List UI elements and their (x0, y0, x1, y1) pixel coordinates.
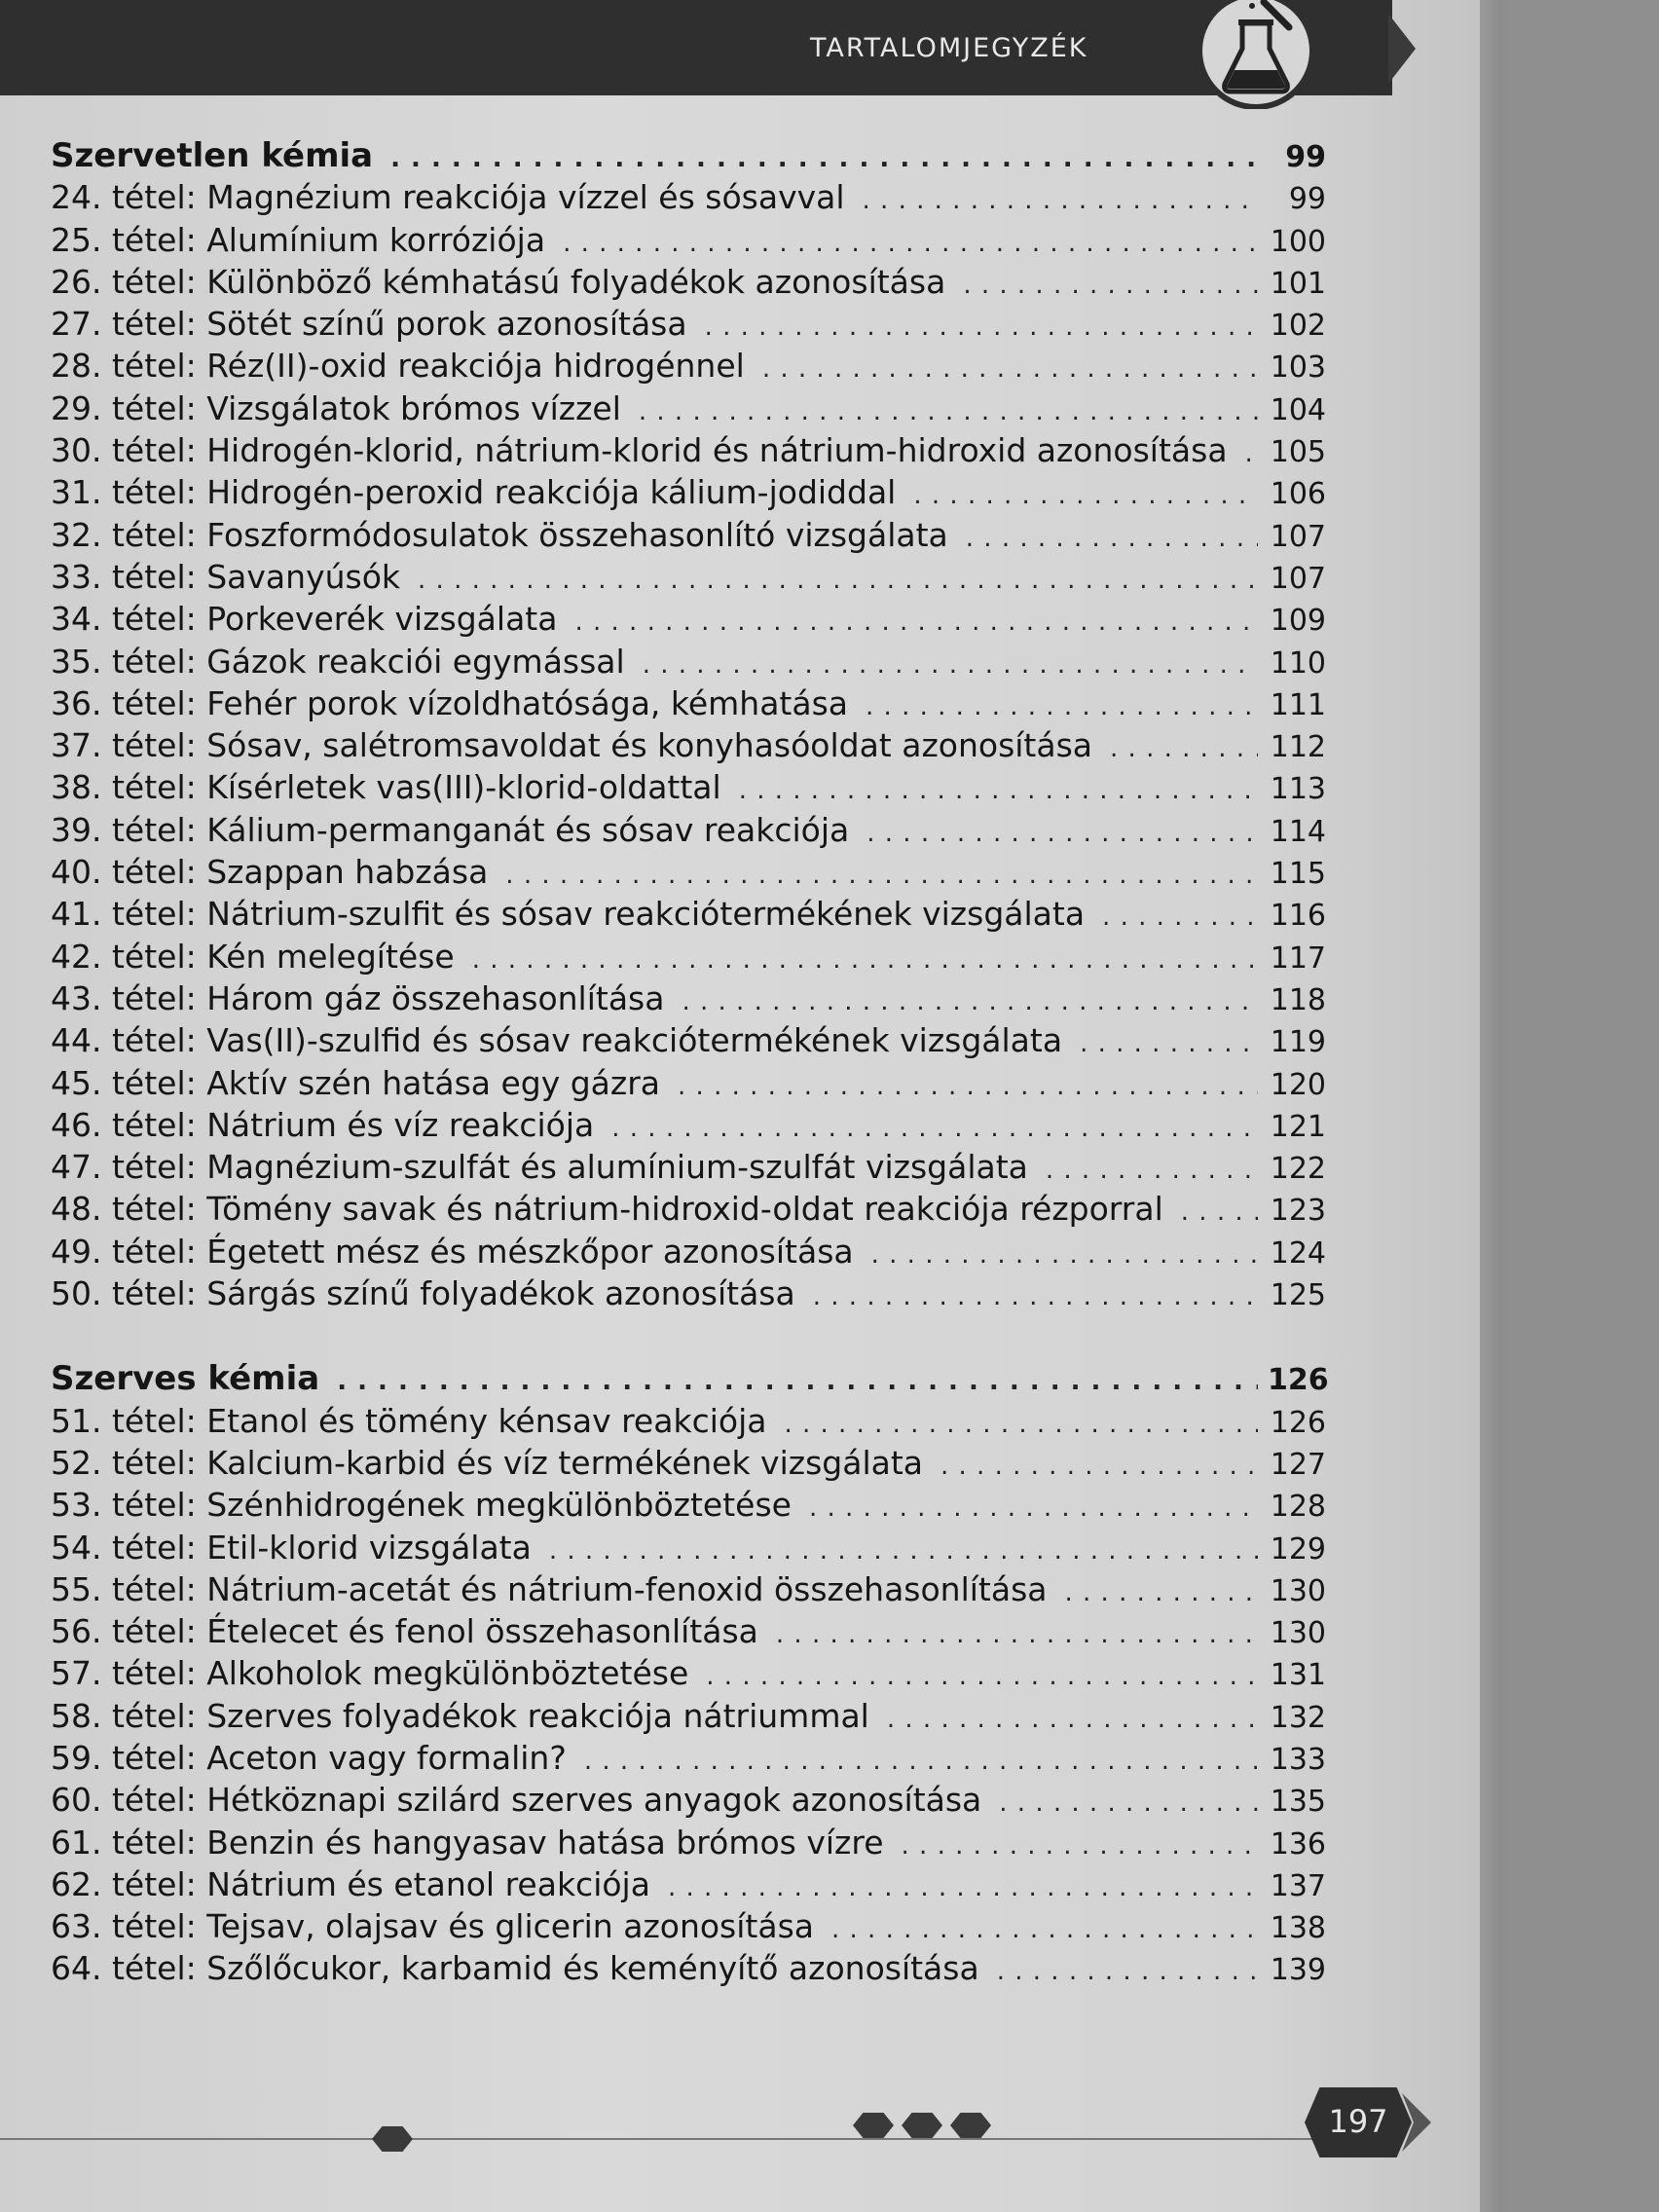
entry-page: 102 (1270, 309, 1326, 344)
entry-page: 121 (1270, 1109, 1326, 1144)
toc-entry[interactable] (51, 1654, 1326, 1696)
entry-title: 49. tétel: Égetett mész és mészkőpor azonosítása (51, 1232, 854, 1271)
entry-title: 45. tétel: Aktív szén hatása egy gázra (51, 1063, 661, 1102)
entry-page: 112 (1270, 730, 1326, 765)
entry-title: 54. tétel: Etil-klorid vizsgálata (51, 1528, 532, 1567)
entry-page: 120 (1270, 1067, 1326, 1102)
leader-dots (643, 650, 1258, 680)
entry-page: 110 (1270, 645, 1326, 681)
toc-entry[interactable] (51, 347, 1326, 388)
entry-page: 132 (1270, 1700, 1326, 1735)
entry-page: 103 (1270, 350, 1326, 386)
leader-dots (966, 524, 1258, 553)
entry-page: 117 (1270, 940, 1326, 976)
leader-dots (549, 1536, 1258, 1566)
section-title: Szerves kémia (51, 1359, 320, 1399)
leader-dots (813, 1282, 1258, 1311)
entry-title: 33. tétel: Savanyúsók (51, 557, 401, 596)
entry-page: 128 (1270, 1490, 1326, 1525)
footer-hexagon (902, 2113, 942, 2138)
toc-entry[interactable] (51, 1824, 1326, 1865)
leader-dots (762, 354, 1258, 384)
toc-entry[interactable] (51, 1612, 1326, 1654)
entry-page: 107 (1270, 561, 1326, 596)
entry-page: 119 (1270, 1025, 1326, 1060)
entry-title: 25. tétel: Alumínium korróziója (51, 220, 546, 259)
toc-section-heading[interactable] (51, 1359, 1329, 1401)
leader-dots (1065, 1578, 1259, 1607)
entry-title: 36. tétel: Fehér porok vízoldhatósága, kémhatása (51, 683, 849, 722)
entry-page: 124 (1270, 1235, 1326, 1271)
leader-dots (574, 608, 1258, 637)
leader-dots (940, 1452, 1258, 1481)
leader-dots (997, 1957, 1258, 1986)
toc-entry[interactable] (51, 516, 1326, 558)
entry-page: 138 (1270, 1911, 1326, 1946)
leader-dots (1181, 1198, 1258, 1227)
leader-dots (1046, 1156, 1258, 1185)
entry-title: 35. tétel: Gázok reakciói egymással (51, 642, 625, 681)
leader-dots (563, 229, 1258, 258)
entry-title: 38. tétel: Kísérletek vas(III)-klorid-oldattal (51, 768, 721, 807)
toc-entry[interactable] (51, 431, 1326, 473)
entry-page: 105 (1270, 435, 1326, 470)
entry-page: 123 (1270, 1194, 1326, 1229)
entry-page: 129 (1270, 1531, 1326, 1567)
leader-dots (963, 271, 1258, 300)
leader-dots (678, 1072, 1258, 1101)
entry-title: 37. tétel: Sósav, salétromsavoldat és konyhasóoldat azonosítása (51, 726, 1093, 765)
flask-icon (1194, 0, 1318, 109)
entry-title: 39. tétel: Kálium-permanganát és sósav reakciója (51, 810, 850, 849)
entry-title: 52. tétel: Kalcium-karbid és víz termékének vizsgálata (51, 1443, 923, 1482)
toc-entry[interactable] (51, 1697, 1326, 1739)
entry-title: 41. tétel: Nátrium-szulfit és sósav reakciótermékének vizsgálata (51, 895, 1086, 934)
entry-title: 48. tétel: Tömény savak és nátrium-hidroxid-oldat reakciója rézporral (51, 1190, 1163, 1229)
toc-entry[interactable] (51, 1949, 1326, 1991)
toc-entry[interactable] (51, 853, 1326, 895)
page-number: 197 (1328, 2103, 1388, 2140)
entry-page: 122 (1270, 1152, 1326, 1187)
entry-page: 106 (1270, 477, 1326, 512)
footer-hexagon (853, 2113, 894, 2138)
toc-entry[interactable] (51, 1233, 1326, 1274)
entry-title: 28. tétel: Réz(II)-oxid reakciója hidrogénnel (51, 347, 745, 386)
toc-entry[interactable] (51, 1570, 1326, 1612)
leader-dots (913, 481, 1258, 510)
entry-page: 137 (1270, 1868, 1326, 1903)
leader-dots (705, 313, 1258, 342)
entry-title: 42. tétel: Kén melegítése (51, 937, 455, 976)
entry-page: 109 (1270, 604, 1326, 639)
entry-page: 116 (1270, 899, 1326, 934)
leader-dots (390, 144, 1258, 173)
entry-title: 51. tétel: Etanol és tömény kénsav reakciója (51, 1401, 767, 1440)
entry-title: 46. tétel: Nátrium és víz reakciója (51, 1105, 595, 1144)
header-bar (0, 0, 1392, 95)
leader-dots (505, 861, 1258, 890)
entry-title: 29. tétel: Vizsgálatok brómos vízzel (51, 388, 621, 427)
entry-title: 30. tétel: Hidrogén-klorid, nátrium-klorid és nátrium-hidroxid azonosítása (51, 431, 1228, 470)
entry-title: 53. tétel: Szénhidrogének megkülönböztetése (51, 1486, 792, 1525)
toc-entry[interactable] (51, 558, 1326, 600)
footer-hexagon (950, 2113, 991, 2138)
toc-entry[interactable] (51, 1402, 1326, 1444)
toc-entry[interactable] (51, 389, 1326, 431)
section-page: 126 (1268, 1363, 1329, 1398)
toc-entry[interactable] (51, 1739, 1326, 1781)
entry-page: 99 (1288, 182, 1326, 217)
page-edge (1480, 0, 1501, 2212)
entry-title: 43. tétel: Három gáz összehasonlítása (51, 978, 665, 1017)
entry-page: 114 (1270, 814, 1326, 849)
leader-dots (1080, 1029, 1258, 1058)
leader-dots (887, 1705, 1258, 1734)
entry-title: 44. tétel: Vas(II)-szulfid és sósav reakciótermékének vizsgálata (51, 1021, 1063, 1060)
section-gap (51, 1316, 1326, 1359)
entry-title: 61. tétel: Benzin és hangyasav hatása brómos vízre (51, 1823, 884, 1862)
leader-dots (1110, 734, 1258, 763)
footer-hexagon (372, 2126, 413, 2152)
entry-title: 24. tétel: Magnézium reakciója vízzel és sósavval (51, 178, 845, 217)
entry-page: 107 (1270, 519, 1326, 554)
entry-page: 127 (1270, 1447, 1326, 1482)
leader-dots (706, 1662, 1258, 1691)
entry-title: 59. tétel: Aceton vagy formalin? (51, 1738, 567, 1777)
entry-page: 130 (1270, 1573, 1326, 1608)
leader-dots (999, 1788, 1258, 1818)
toc-entry[interactable] (51, 768, 1326, 810)
leader-dots (871, 1240, 1258, 1270)
leader-dots (639, 397, 1258, 426)
leader-dots (866, 819, 1258, 848)
entry-page: 139 (1270, 1953, 1326, 1988)
entry-title: 58. tétel: Szerves folyadékok reakciója nátriummal (51, 1696, 869, 1735)
toc-entry[interactable] (51, 1106, 1326, 1148)
leader-dots (1102, 903, 1258, 932)
entry-title: 50. tétel: Sárgás színű folyadékok azonosítása (51, 1274, 795, 1313)
entry-page: 136 (1270, 1826, 1326, 1862)
toc-entry[interactable] (51, 684, 1326, 726)
leader-dots (682, 987, 1258, 1016)
leader-dots (863, 186, 1258, 215)
entry-page: 101 (1270, 266, 1326, 301)
entry-title: 62. tétel: Nátrium és etanol reakciója (51, 1864, 650, 1903)
entry-title: 27. tétel: Sötét színű porok azonosítása (51, 305, 687, 344)
toc-entry[interactable] (51, 1781, 1326, 1823)
leader-dots (1245, 439, 1258, 468)
entry-title: 56. tétel: Ételecet és fenol összehasonlítása (51, 1612, 758, 1651)
toc-entry[interactable] (51, 726, 1326, 768)
entry-title: 32. tétel: Foszformódosulatok összehasonlító vizsgálata (51, 515, 948, 554)
leader-dots (337, 1367, 1258, 1396)
leader-dots (584, 1747, 1258, 1776)
toc-entry[interactable] (51, 221, 1326, 263)
entry-title: 57. tétel: Alkoholok megkülönböztetése (51, 1654, 689, 1693)
toc-entry[interactable] (51, 1021, 1326, 1063)
toc-entry[interactable] (51, 1064, 1326, 1106)
leader-dots (472, 945, 1258, 975)
leader-dots (902, 1831, 1258, 1861)
toc-entry[interactable] (51, 1486, 1326, 1528)
footer-divider (0, 2138, 1314, 2140)
entry-title: 26. tétel: Különböző kémhatású folyadékok azonosítása (51, 262, 946, 301)
entry-page: 111 (1270, 687, 1326, 722)
entry-title: 63. tétel: Tejsav, olajsav és glicerin azonosítása (51, 1907, 814, 1946)
entry-title: 47. tétel: Magnézium-szulfát és alumínium-szulfát vizsgálata (51, 1148, 1028, 1187)
entry-page: 126 (1270, 1405, 1326, 1440)
entry-title: 40. tétel: Szappan habzása (51, 853, 489, 892)
table-of-contents (51, 136, 1329, 1992)
toc-entry[interactable] (51, 1529, 1326, 1570)
toc-entry[interactable] (51, 1907, 1326, 1949)
entry-title: 31. tétel: Hidrogén-peroxid reakciója kálium-jodiddal (51, 473, 897, 512)
leader-dots (809, 1493, 1258, 1523)
entry-title: 55. tétel: Nátrium-acetát és nátrium-fenoxid összehasonlítása (51, 1569, 1048, 1608)
toc-entry[interactable] (51, 979, 1326, 1021)
entry-page: 104 (1270, 392, 1326, 427)
toc-entry[interactable] (51, 178, 1326, 220)
entry-page: 100 (1270, 224, 1326, 259)
toc-section-heading[interactable] (51, 136, 1326, 178)
entry-page: 135 (1270, 1785, 1326, 1820)
entry-title: 34. tétel: Porkeverék vizsgálata (51, 600, 558, 639)
toc-entry[interactable] (51, 938, 1326, 979)
leader-dots (784, 1410, 1258, 1439)
entry-page: 125 (1270, 1278, 1326, 1313)
entry-page: 133 (1270, 1742, 1326, 1777)
toc-entry[interactable] (51, 1190, 1326, 1232)
entry-page: 131 (1270, 1658, 1326, 1693)
leader-dots (668, 1873, 1258, 1902)
toc-entry[interactable] (51, 600, 1326, 642)
toc-entry[interactable] (51, 305, 1326, 347)
leader-dots (418, 566, 1258, 595)
entry-page: 118 (1270, 982, 1326, 1017)
entry-page: 113 (1270, 772, 1326, 807)
leader-dots (776, 1620, 1258, 1649)
page-title: TARTALOMJEGYZÉK (810, 33, 1088, 63)
toc-entry[interactable] (51, 643, 1326, 684)
section-page: 99 (1285, 140, 1326, 174)
toc-entry[interactable] (51, 1274, 1326, 1316)
toc-entry[interactable] (51, 895, 1326, 937)
toc-entry[interactable] (51, 1444, 1326, 1486)
entry-page: 115 (1270, 857, 1326, 892)
toc-entry[interactable] (51, 1865, 1326, 1907)
leader-dots (611, 1114, 1258, 1143)
toc-entry[interactable] (51, 811, 1326, 853)
toc-entry[interactable] (51, 1148, 1326, 1190)
section-title: Szervetlen kémia (51, 136, 374, 175)
entry-title: 64. tétel: Szőlőcukor, karbamid és keményítő azonosítása (51, 1949, 979, 1988)
entry-page: 130 (1270, 1616, 1326, 1651)
leader-dots (866, 692, 1258, 721)
toc-entry[interactable] (51, 473, 1326, 515)
toc-entry[interactable] (51, 263, 1326, 305)
leader-dots (831, 1915, 1258, 1944)
entry-title: 60. tétel: Hétköznapi szilárd szerves anyagok azonosítása (51, 1781, 982, 1820)
leader-dots (739, 776, 1258, 805)
